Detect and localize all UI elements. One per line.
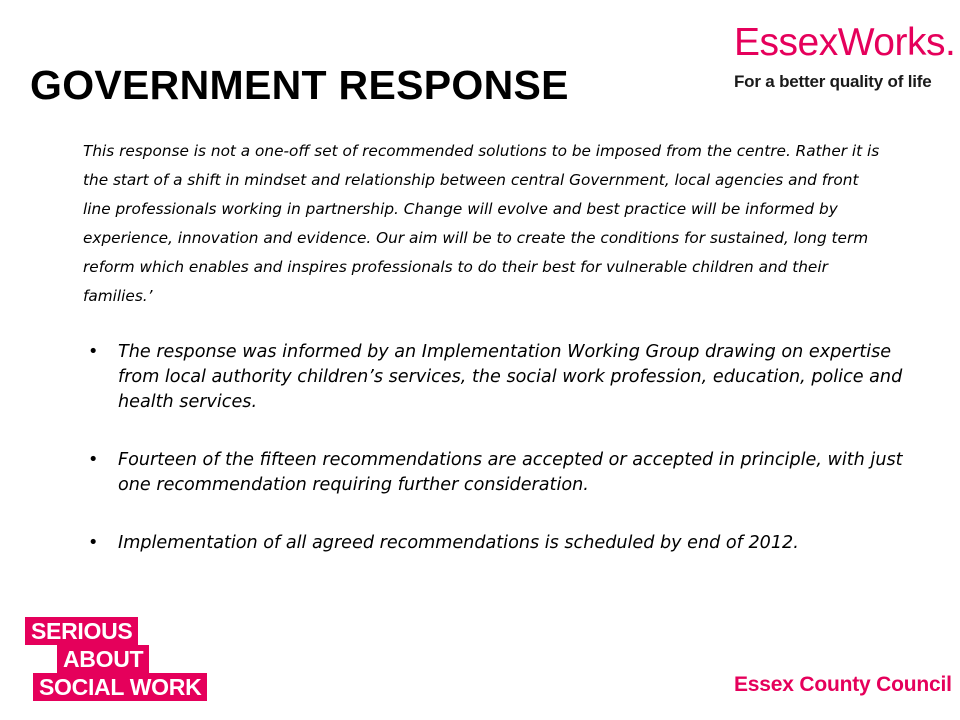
slide-title: GOVERNMENT RESPONSE [30,62,569,108]
campaign-line-about: ABOUT [57,645,149,673]
bullet-text: Fourteen of the fifteen recommendations are accepted or accepted in principle, with just one recommendation requiring further consideration. [118,450,903,495]
campaign-line-serious: SERIOUS [25,617,138,645]
bullet-text: Implementation of all agreed recommendations is scheduled by end of 2012. [118,533,799,553]
bullet-list [82,340,912,589]
bullet-item [82,531,912,556]
essexworks-logo [734,21,956,92]
bullet-item [82,448,912,498]
brand-name: EssexWorks. [734,21,956,64]
brand-tagline: For a better quality of life [734,72,932,91]
bullet-item [82,340,912,415]
bullet-icon: • [88,342,99,362]
quote-paragraph: This response is not a one-off set of recommended solutions to be imposed from the centre. Rather it is the start of a shift in mindset and relationship between central Government, local agencies and front line professionals working in partnership. Change will evolve and best practice will be informed by experience, innovation and evidence. Our aim will be to create the conditions for sustained, long term reform which enables and inspires professionals to do their best for vulnerable children and their families.’ [83,142,880,305]
bullet-icon: • [88,450,99,470]
campaign-line-social-work: SOCIAL WORK [33,673,207,701]
bullet-icon: • [88,533,99,553]
serious-about-social-work-logo [25,617,207,701]
bullet-text: The response was informed by an Implementation Working Group drawing on expertise from local authority children’s services, the social work profession, education, police and health services. [118,342,903,412]
essex-county-council-logo: Essex County Council [734,673,952,696]
